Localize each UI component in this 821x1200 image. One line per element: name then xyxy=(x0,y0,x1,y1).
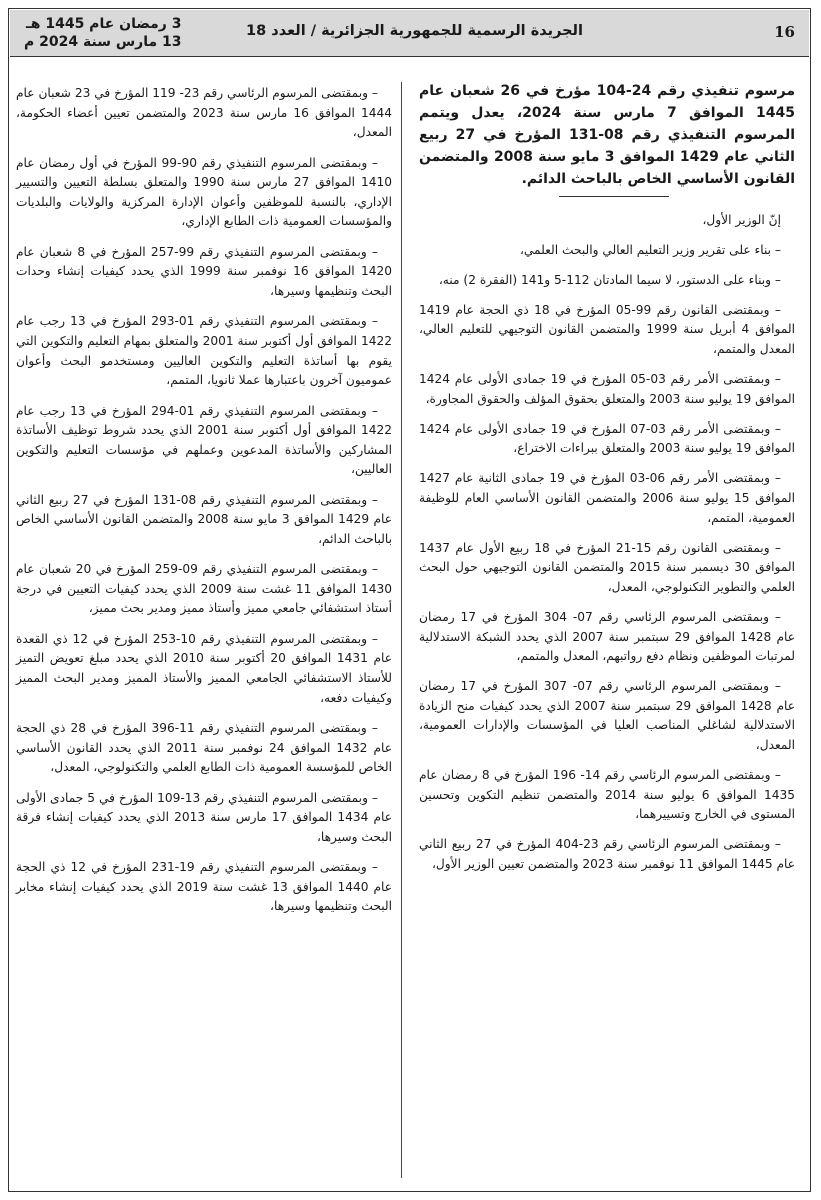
citation-paragraph: – وبمقتضى المرسوم التنفيذي رقم 01-294 المؤرخ في 13 رجب عام 1422 الموافق أول أكتوبر سنة 2001 الذي يحدد شروط توظيف الأساتذة المشاركين والأساتذة المدعوين وعملهم في مؤسسات التعليم والتكوين العاليين، xyxy=(16,403,392,477)
citation-paragraph: – وبمقتضى المرسوم التنفيذي رقم 11-396 المؤرخ في 28 ذي الحجة عام 1432 الموافق 24 نوفمبر سنة 2011 الذي يحدد القانون الأساسي الخاص للمؤسسة العمومية ذات الطابع العلمي والتكنولوجي، المعدل، xyxy=(16,721,392,775)
citation-paragraph: – وبمقتضى المرسوم الرئاسي رقم 07- 304 المؤرخ في 17 رمضان عام 1428 الموافق 29 سبتمبر سنة 2007 الذي يحدد الشبكة الاستدلالية لمرتبات الموظفين ونظام دفع رواتبهم، المعدل والمتمم، xyxy=(419,610,796,664)
citation-paragraph: – وبمقتضى المرسوم التنفيذي رقم 99-257 المؤرخ في 8 شعبان عام 1420 الموافق 16 نوفمبر سنة 1999 الذي يحدد كيفيات إنشاء وحدات البحث وتنظيمها وسيرها، xyxy=(16,244,392,298)
citation-paragraph: – وبمقتضى المرسوم الرئاسي رقم 14- 196 المؤرخ في 8 رمضان عام 1435 الموافق 6 يوليو سنة 2014 والمتضمن تنظيم التكوين وتحسين المستوى في الخارج وتسييرهما، xyxy=(419,768,795,822)
citation-paragraph: – وبمقتضى المرسوم التنفيذي رقم 08-131 المؤرخ في 27 ربيع الثاني عام 1429 الموافق 3 مايو سنة 2008 والمتضمن القانون الأساسي الخاص بالباحث الدائم، xyxy=(16,492,393,546)
column-divider xyxy=(401,82,402,1178)
decree-intro: إنّ الوزير الأول، xyxy=(702,213,781,227)
issue-date xyxy=(24,15,182,51)
gazette-title: الجريدة الرسمية للجمهورية الجزائرية / العدد 18 xyxy=(246,23,583,39)
decree-title: مرسوم تنفيذي رقم 24-104 مؤرخ في 26 شعبان عام 1445 الموافق 7 مارس سنة 2024، يعدل ويتمم المرسوم التنفيذي رقم 08-131 المؤرخ في 27 ربيع الثاني عام 1429 الموافق 3 مايو سنة 2008 والمتضمن القانون الأساسي الخاص بالباحث الدائم. xyxy=(419,83,795,187)
citation-paragraph: – وبمقتضى المرسوم التنفيذي رقم 09-259 المؤرخ في 20 شعبان عام 1430 الموافق 11 غشت سنة 2009 الذي يحدد كيفيات التعيين في درجة أستاذ استشفائي جامعي مميز وأستاذ مميز ومدير بحث مميز، xyxy=(16,562,392,616)
citation-paragraph: – وبمقتضى الأمر رقم 03-05 المؤرخ في 19 جمادى الأولى عام 1424 الموافق 19 يوليو سنة 2003 والمتعلق بحقوق المؤلف والحقوق المجاورة، xyxy=(419,372,795,406)
citation-paragraph: – وبمقتضى الأمر رقم 03-07 المؤرخ في 19 جمادى الأولى عام 1424 الموافق 19 يوليو سنة 2003 والمتعلق ببراءات الاختراع، xyxy=(419,421,795,456)
citation-paragraph: – وبمقتضى القانون رقم 99-05 المؤرخ في 18 ذي الحجة عام 1419 الموافق 4 أبريل سنة 1999 والمتضمن القانون التوجيهي للتعليم العالي، المعدل والمتمم، xyxy=(419,302,795,356)
citation-paragraph: – وبمقتضى المرسوم الرئاسي رقم 23- 119 المؤرخ في 23 شعبان عام 1444 الموافق 16 مارس سنة 2023 والمتضمن تعيين أعضاء الحكومة، المعدل، xyxy=(16,86,392,140)
right-column xyxy=(419,80,795,885)
citation-paragraph: – وبمقتضى المرسوم التنفيذي رقم 13-109 المؤرخ في 5 جمادى الأولى عام 1434 الموافق 17 مارس سنة 2013 الذي يحدد كيفيات إنشاء فرقة البحث وسيرها، xyxy=(16,790,392,844)
citation-paragraph: – وبمقتضى المرسوم الرئاسي رقم 23-404 المؤرخ في 27 ربيع الثاني عام 1445 الموافق 11 نوفمبر سنة 2023 والمتضمن تعيين الوزير الأول، xyxy=(419,837,795,872)
citation-paragraph: – وبناء على الدستور، لا سيما المادتان 112-5 و141 (الفقرة 2) منه، xyxy=(438,272,781,287)
citation-paragraph: – وبمقتضى المرسوم التنفيذي رقم 01-293 المؤرخ في 13 رجب عام 1422 الموافق أول أكتوبر سنة 2001 والمتعلق بمهام التعليم والتكوين التي يقوم بها أساتذة التعليم والتكوين العاليين ومستخدمو البحث وأعوان عموميون آخرون باعتبارها عملا ثانويا، المتمم، xyxy=(16,314,392,388)
date-hijri: 3 رمضان عام 1445 هـ xyxy=(25,16,182,32)
citation-paragraph: – وبمقتضى المرسوم التنفيذي رقم 90-99 المؤرخ في أول رمضان عام 1410 الموافق 27 مارس سنة 1990 والمتعلق بسلطة التعيين والتسيير الإداري، بالنسبة للموظفين وأعوان الإدارة المركزية والولايات والبلديات والمؤسسات العمومية ذات الطابع الإداري، xyxy=(16,155,392,229)
citation-paragraph: – وبمقتضى المرسوم التنفيذي رقم 10-253 المؤرخ في 12 ذي القعدة عام 1431 الموافق 20 أكتوبر سنة 2010 الذي يحدد مبلغ تعويض التميز للأستاذ الاستشفائي الجامعي المميز والأستاذ المميز ومدير البحث المميز وكيفيات دفعه، xyxy=(16,631,393,705)
page-header xyxy=(10,10,809,57)
citation-paragraph: – وبمقتضى القانون رقم 15-21 المؤرخ في 18 ربيع الأول عام 1437 الموافق 30 ديسمبر سنة 2015 والمتضمن القانون التوجيهي حول البحث العلمي والتطوير التكنولوجي، المعدل، xyxy=(419,540,796,594)
page-number: 16 xyxy=(774,23,795,41)
citation-paragraph: – وبمقتضى الأمر رقم 06-03 المؤرخ في 19 جمادى الثانية عام 1427 الموافق 15 يوليو سنة 2006 والمتضمن القانون الأساسي العام للوظيفة العمومية، المتمم، xyxy=(419,471,795,525)
title-rule xyxy=(559,196,669,197)
citation-paragraph: – وبمقتضى المرسوم الرئاسي رقم 07- 307 المؤرخ في 17 رمضان عام 1428 الموافق 29 سبتمبر سنة 2007 الذي يحدد كيفيات منح الزيادة الاستدلالية لشاغلي المناصب العليا في المؤسسات والإدارات العمومية، المعدل، xyxy=(419,679,795,753)
citation-paragraph: – وبمقتضى المرسوم التنفيذي رقم 19-231 المؤرخ في 12 ذي الحجة عام 1440 الموافق 13 غشت سنة 2019 الذي يحدد كيفيات إنشاء مخابر البحث وتنظيمها وسيرها، xyxy=(16,860,392,914)
citation-paragraph: – بناء على تقرير وزير التعليم العالي والبحث العلمي، xyxy=(519,242,781,257)
date-gregorian: 13 مارس سنة 2024 م xyxy=(24,34,182,50)
left-column xyxy=(16,84,392,928)
